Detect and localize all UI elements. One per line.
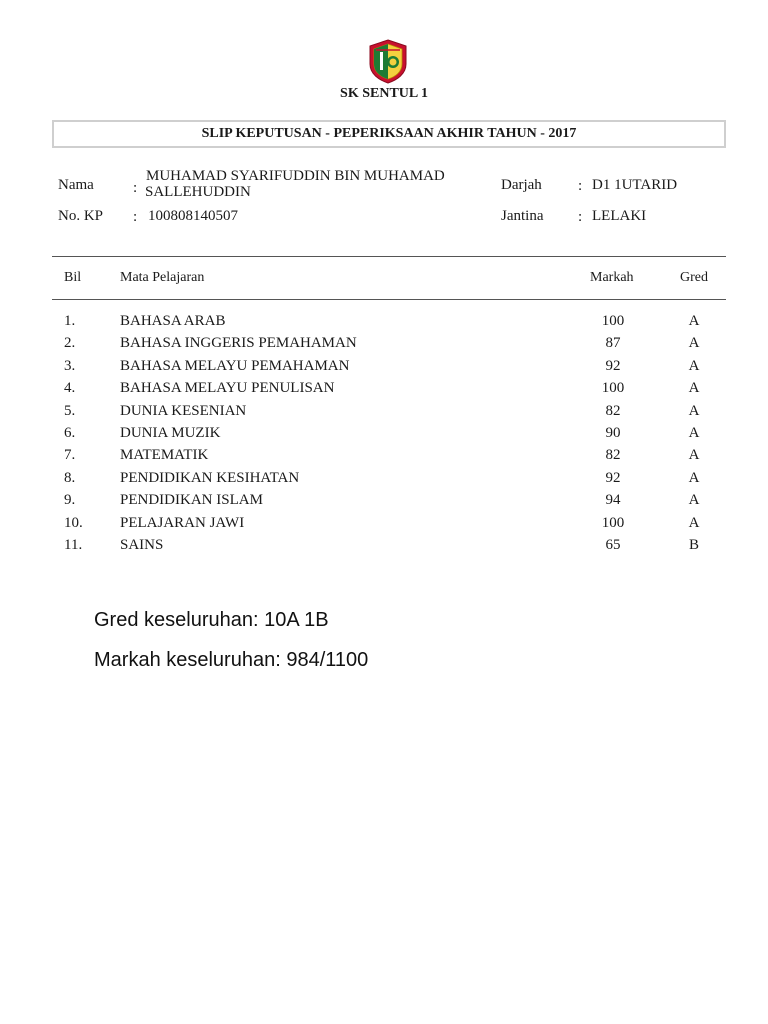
row-gred: A [688, 469, 700, 486]
row-subject: DUNIA MUZIK [120, 424, 221, 441]
table-row [0, 492, 768, 514]
row-gred: A [688, 357, 700, 374]
table-row [0, 403, 768, 425]
overall-marks: Markah keseluruhan: 984/1100 [94, 649, 369, 671]
row-bil: 3. [64, 357, 76, 374]
no-kp-label: No. KP [58, 208, 104, 224]
no-kp-colon: : [133, 209, 138, 225]
row-markah: 87 [605, 335, 621, 352]
row-gred: A [688, 380, 700, 397]
row-bil: 6. [64, 424, 76, 441]
row-bil: 11. [64, 536, 83, 553]
row-markah: 92 [605, 469, 621, 486]
row-gred: A [688, 424, 700, 441]
nama-label: Nama [58, 177, 94, 193]
row-subject: BAHASA INGGERIS PEMAHAMAN [120, 335, 357, 352]
row-bil: 10. [64, 514, 83, 531]
table-header-divider [52, 299, 726, 300]
row-subject: SAINS [120, 536, 164, 553]
nama-value-line1: MUHAMAD SYARIFUDDIN BIN MUHAMAD [146, 168, 445, 184]
row-markah: 94 [605, 492, 621, 509]
darjah-colon: : [578, 178, 583, 194]
row-gred: A [688, 335, 700, 352]
header-mata-pelajaran: Mata Pelajaran [120, 270, 205, 285]
row-bil: 9. [64, 492, 76, 509]
row-gred: A [688, 313, 700, 329]
row-subject: BAHASA ARAB [120, 313, 226, 329]
row-subject: PENDIDIKAN ISLAM [120, 492, 263, 509]
overall-grade: Gred keseluruhan: 10A 1B [94, 609, 329, 631]
nama-value-line2: SALLEHUDDIN [145, 184, 251, 200]
row-subject: PENDIDIKAN KESIHATAN [120, 469, 300, 486]
table-row [0, 335, 768, 357]
results-table [0, 313, 768, 559]
row-gred: A [688, 447, 700, 464]
table-row [0, 470, 768, 492]
table-row [0, 447, 768, 469]
row-bil: 4. [64, 380, 76, 397]
row-markah: 82 [605, 402, 621, 419]
table-row [0, 515, 768, 537]
no-kp-value: 100808140507 [148, 208, 238, 224]
row-gred: A [688, 402, 700, 419]
row-gred: B [688, 536, 699, 553]
slip-title [52, 120, 726, 148]
row-markah: 65 [605, 536, 621, 553]
slip-title-text: SLIP KEPUTUSAN - PEPERIKSAAN AKHIR TAHUN - 2017 [201, 126, 577, 141]
header-markah: Markah [590, 270, 634, 285]
row-bil: 1. [64, 313, 76, 329]
row-bil: 7. [64, 447, 76, 464]
table-row [0, 537, 768, 559]
header-bil: Bil [64, 270, 82, 285]
row-bil: 5. [64, 402, 76, 419]
school-name: SK SENTUL 1 [340, 86, 428, 101]
table-row [0, 313, 768, 335]
jantina-value: LELAKI [592, 208, 647, 224]
school-crest-logo [366, 38, 410, 84]
row-bil: 8. [64, 469, 76, 486]
table-row [0, 380, 768, 402]
row-subject: PELAJARAN JAWI [120, 514, 245, 531]
row-markah: 92 [605, 357, 621, 374]
darjah-label: Darjah [501, 177, 542, 193]
row-bil: 2. [64, 335, 76, 352]
header-gred: Gred [680, 270, 708, 285]
jantina-label: Jantina [501, 208, 544, 224]
jantina-colon: : [578, 209, 583, 225]
row-subject: BAHASA MELAYU PENULISAN [120, 380, 335, 397]
table-row [0, 358, 768, 380]
nama-colon: : [133, 180, 138, 196]
row-subject: MATEMATIK [120, 447, 209, 464]
row-gred: A [688, 492, 700, 509]
table-row [0, 425, 768, 447]
row-subject: DUNIA KESENIAN [120, 402, 247, 419]
darjah-value: D1 1UTARID [592, 177, 678, 193]
row-subject: BAHASA MELAYU PEMAHAMAN [120, 357, 350, 374]
row-markah: 100 [601, 380, 625, 397]
row-markah: 100 [601, 514, 625, 531]
row-markah: 100 [601, 313, 625, 329]
row-markah: 90 [605, 424, 621, 441]
table-top-divider [52, 256, 726, 257]
row-markah: 82 [605, 447, 621, 464]
row-gred: A [688, 514, 700, 531]
nama-value [146, 168, 476, 200]
